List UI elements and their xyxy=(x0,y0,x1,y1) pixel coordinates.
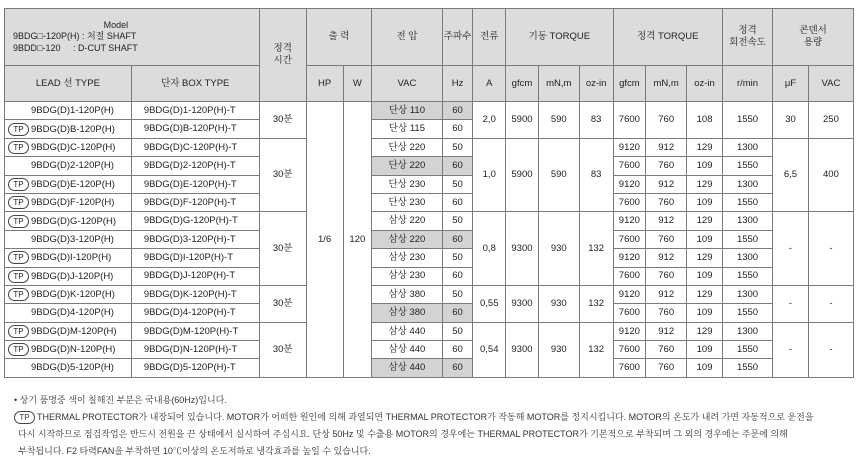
box-model-cell: 9BDG(D)4-120P(H)-T xyxy=(131,304,259,322)
rated-speed-cell: 1550 xyxy=(722,193,772,211)
current-cell: 0,54 xyxy=(473,322,506,377)
frequency-cell: 60 xyxy=(442,102,473,120)
rated-gfcm-cell: 7600 xyxy=(613,341,646,359)
rated-gfcm-cell: 9120 xyxy=(613,212,646,230)
lead-model-text: 9BDG(D)E-120P(H) xyxy=(31,178,115,190)
capacitor-vac-cell: - xyxy=(808,212,853,286)
box-model-cell: 9BDG(D)3-120P(H)-T xyxy=(131,230,259,248)
lead-model-text: 9BDG(D)2-120P(H) xyxy=(31,160,114,172)
model-title: Model xyxy=(103,20,129,31)
rated-speed-cell: 1550 xyxy=(722,102,772,139)
table-row xyxy=(5,212,854,230)
capacitor-uf-cell: 30 xyxy=(773,102,809,139)
start-gfcm-cell: 9300 xyxy=(506,285,539,322)
current-cell: 1,0 xyxy=(473,138,506,212)
lead-model-cell xyxy=(5,193,132,211)
start-ozin-cell: 83 xyxy=(579,138,613,212)
start-mnm-cell: 590 xyxy=(538,102,579,139)
voltage-cell: 삼상 380 xyxy=(372,304,443,322)
lead-model-text: 9BDG(D)F-120P(H) xyxy=(31,197,115,209)
tp-icon: TP xyxy=(14,411,35,424)
capacitor-header: 콘덴서 용량 xyxy=(773,9,854,66)
tp-icon: TP xyxy=(8,123,29,136)
rated-mnm-cell: 760 xyxy=(646,304,687,322)
rated-gfcm-cell: 9120 xyxy=(613,175,646,193)
frequency-header: 주파수 xyxy=(442,9,473,66)
rated-mnm-unit: mN,m xyxy=(646,66,687,102)
rated-ozin-cell: 109 xyxy=(687,157,723,175)
lead-model-cell xyxy=(5,249,132,267)
rated-ozin-cell: 129 xyxy=(687,322,723,340)
voltage-cell: 단상 115 xyxy=(372,120,443,138)
capacitor-uf-cell: - xyxy=(773,212,809,286)
lead-model-text: 9BDG(D)N-120P(H) xyxy=(31,344,116,356)
rated-mnm-cell: 760 xyxy=(646,359,687,377)
rated-ozin-cell: 129 xyxy=(687,212,723,230)
capacitor-vac-cell: - xyxy=(808,322,853,377)
lead-model-cell xyxy=(5,102,132,120)
tp-icon: TP xyxy=(8,251,29,264)
rated-ozin-cell: 109 xyxy=(687,267,723,285)
rated-mnm-cell: 760 xyxy=(646,267,687,285)
lead-model-cell xyxy=(5,157,132,175)
voltage-header: 전 압 xyxy=(372,9,443,66)
voltage-cell: 단상 220 xyxy=(372,138,443,156)
rated-speed-cell: 1550 xyxy=(722,341,772,359)
current-header: 전류 xyxy=(473,9,506,66)
voltage-cell: 삼상 440 xyxy=(372,359,443,377)
voltage-cell: 단상 110 xyxy=(372,102,443,120)
w-cell: 120 xyxy=(343,102,372,378)
tp-icon: TP xyxy=(8,215,29,228)
output-header: 출 력 xyxy=(306,9,371,66)
tp-icon: TP xyxy=(8,141,29,154)
capacitor-vac-cell: - xyxy=(808,285,853,322)
rated-ozin-cell: 109 xyxy=(687,341,723,359)
spec-table xyxy=(4,8,854,378)
rated-ozin-cell: 129 xyxy=(687,285,723,303)
capacitor-uf-cell: - xyxy=(773,285,809,322)
voltage-cell: 단상 230 xyxy=(372,175,443,193)
rated-mnm-cell: 760 xyxy=(646,341,687,359)
rated-ozin-cell: 109 xyxy=(687,193,723,211)
start-gfcm-cell: 5900 xyxy=(506,102,539,139)
rated-mnm-cell: 912 xyxy=(646,138,687,156)
start-ozin-cell: 132 xyxy=(579,285,613,322)
voltage-cell: 삼상 230 xyxy=(372,249,443,267)
start-ozin-cell: 132 xyxy=(579,322,613,377)
lead-model-text: 9BDG(D)5-120P(H) xyxy=(31,362,114,374)
rated-ozin-unit: oz-in xyxy=(687,66,723,102)
lead-model-cell xyxy=(5,359,132,377)
box-model-cell: 9BDG(D)G-120P(H)-T xyxy=(131,212,259,230)
rated-torque-header: 정격 TORQUE xyxy=(613,9,722,66)
table-row xyxy=(5,175,854,193)
rated-gfcm-cell: 7600 xyxy=(613,102,646,139)
tp-icon: TP xyxy=(8,343,29,356)
current-cell: 0,55 xyxy=(473,285,506,322)
frequency-cell: 50 xyxy=(442,175,473,193)
table-row xyxy=(5,249,854,267)
table-row xyxy=(5,193,854,211)
box-model-cell: 9BDG(D)I-120P(H)-T xyxy=(131,249,259,267)
rated-gfcm-cell: 9120 xyxy=(613,249,646,267)
start-torque-header: 기동 TORQUE xyxy=(506,9,613,66)
rated-time-cell: 30분 xyxy=(259,138,306,212)
hp-unit: HP xyxy=(306,66,343,102)
rated-gfcm-cell: 7600 xyxy=(613,230,646,248)
note-line-2: THERMAL PROTECTOR가 내장되어 있습니다. MOTOR가 어떠한 원인에 의해 과열되면 THERMAL PROTECTOR가 작동해 MOTOR를 정지시킵니다. MOTOR의 온도가 내려 가면 자동적으로 운전을 xyxy=(37,412,814,422)
rated-time-cell: 30분 xyxy=(259,212,306,286)
table-row xyxy=(5,138,854,156)
lead-model-text: 9BDG(D)J-120P(H) xyxy=(31,270,114,282)
voltage-cell: 삼상 220 xyxy=(372,212,443,230)
box-model-cell: 9BDG(D)B-120P(H)-T xyxy=(131,120,259,138)
rated-gfcm-cell: 7600 xyxy=(613,193,646,211)
table-row xyxy=(5,304,854,322)
rated-speed-cell: 1300 xyxy=(722,138,772,156)
a-unit: A xyxy=(473,66,506,102)
lead-model-cell xyxy=(5,322,132,340)
voltage-cell: 삼상 440 xyxy=(372,341,443,359)
rated-mnm-cell: 912 xyxy=(646,175,687,193)
table-row xyxy=(5,230,854,248)
start-mnm-unit: mN,m xyxy=(538,66,579,102)
lead-model-cell xyxy=(5,138,132,156)
tp-icon: TP xyxy=(8,270,29,283)
lead-model-text: 9BDG(D)3-120P(H) xyxy=(31,233,114,245)
rated-mnm-cell: 912 xyxy=(646,249,687,267)
rated-gfcm-cell: 7600 xyxy=(613,157,646,175)
model-line-2: 9BDD□-120 : D-CUT SHAFT xyxy=(13,42,138,53)
frequency-cell: 60 xyxy=(442,267,473,285)
table-row xyxy=(5,157,854,175)
rated-speed-cell: 1300 xyxy=(722,322,772,340)
rated-ozin-cell: 129 xyxy=(687,175,723,193)
rated-mnm-cell: 760 xyxy=(646,193,687,211)
start-mnm-cell: 930 xyxy=(538,212,579,286)
lead-model-text: 9BDG(D)M-120P(H) xyxy=(31,325,117,337)
rated-speed-cell: 1300 xyxy=(722,285,772,303)
lead-model-text: 9BDG(D)I-120P(H) xyxy=(31,252,112,264)
rated-gfcm-unit: gfcm xyxy=(613,66,646,102)
rated-gfcm-cell: 7600 xyxy=(613,359,646,377)
rated-speed-header: 정격 회전속도 xyxy=(722,9,772,66)
rated-mnm-cell: 760 xyxy=(646,157,687,175)
start-gfcm-cell: 9300 xyxy=(506,322,539,377)
rated-time-cell: 30분 xyxy=(259,102,306,139)
w-unit: W xyxy=(343,66,372,102)
uf-unit: μF xyxy=(773,66,809,102)
current-cell: 2,0 xyxy=(473,102,506,139)
rated-gfcm-cell: 7600 xyxy=(613,267,646,285)
start-mnm-cell: 930 xyxy=(538,322,579,377)
frequency-cell: 50 xyxy=(442,212,473,230)
rated-speed-cell: 1550 xyxy=(722,157,772,175)
hp-cell: 1/6 xyxy=(306,102,343,378)
start-gfcm-unit: gfcm xyxy=(506,66,539,102)
rated-ozin-cell: 109 xyxy=(687,230,723,248)
lead-model-text: 9BDG(D)1-120P(H) xyxy=(31,104,114,116)
lead-model-text: 9BDG(D)B-120P(H) xyxy=(31,123,115,135)
lead-model-cell xyxy=(5,120,132,138)
lead-model-cell xyxy=(5,212,132,230)
tp-icon: TP xyxy=(8,325,29,338)
model-line-1: 9BDG□-120P(H) : 처절 SHAFT xyxy=(13,31,137,42)
start-mnm-cell: 930 xyxy=(538,285,579,322)
box-type-header: 단자 BOX TYPE xyxy=(131,66,259,102)
rated-gfcm-cell: 9120 xyxy=(613,322,646,340)
capacitor-uf-cell: 6,5 xyxy=(773,138,809,212)
rated-mnm-cell: 912 xyxy=(646,322,687,340)
table-row xyxy=(5,322,854,340)
frequency-cell: 50 xyxy=(442,322,473,340)
rated-mnm-cell: 760 xyxy=(646,102,687,139)
current-cell: 0,8 xyxy=(473,212,506,286)
lead-type-header: LEAD 선 TYPE xyxy=(5,66,132,102)
rated-time-header: 정격 시간 xyxy=(259,9,306,102)
table-row xyxy=(5,341,854,359)
tp-icon: TP xyxy=(8,196,29,209)
rated-gfcm-cell: 9120 xyxy=(613,285,646,303)
table-row xyxy=(5,267,854,285)
voltage-cell: 삼상 380 xyxy=(372,285,443,303)
lead-model-cell xyxy=(5,285,132,303)
tp-icon: TP xyxy=(8,288,29,301)
lead-model-cell xyxy=(5,267,132,285)
notes xyxy=(14,392,854,460)
start-gfcm-cell: 9300 xyxy=(506,212,539,286)
note-line-1: • 상기 품명중 색이 칠해진 부분은 국내용(60Hz)입니다. xyxy=(14,395,227,405)
frequency-cell: 60 xyxy=(442,157,473,175)
voltage-cell: 삼상 230 xyxy=(372,267,443,285)
frequency-cell: 60 xyxy=(442,230,473,248)
lead-model-cell xyxy=(5,175,132,193)
table-row xyxy=(5,102,854,120)
lead-model-cell xyxy=(5,230,132,248)
rated-ozin-cell: 109 xyxy=(687,304,723,322)
rated-gfcm-cell: 7600 xyxy=(613,304,646,322)
box-model-cell: 9BDG(D)N-120P(H)-T xyxy=(131,341,259,359)
rated-speed-cell: 1550 xyxy=(722,304,772,322)
rated-speed-cell: 1300 xyxy=(722,249,772,267)
voltage-cell: 삼상 440 xyxy=(372,322,443,340)
box-model-cell: 9BDG(D)C-120P(H)-T xyxy=(131,138,259,156)
rated-ozin-cell: 108 xyxy=(687,102,723,139)
lead-model-text: 9BDG(D)C-120P(H) xyxy=(31,141,116,153)
start-mnm-cell: 590 xyxy=(538,138,579,212)
voltage-cell: 단상 230 xyxy=(372,193,443,211)
lead-model-text: 9BDG(D)4-120P(H) xyxy=(31,307,114,319)
table-row xyxy=(5,285,854,303)
voltage-cell: 삼상 220 xyxy=(372,230,443,248)
rated-ozin-cell: 129 xyxy=(687,249,723,267)
lead-model-cell xyxy=(5,341,132,359)
box-model-cell: 9BDG(D)E-120P(H)-T xyxy=(131,175,259,193)
lead-model-cell xyxy=(5,304,132,322)
lead-model-text: 9BDG(D)G-120P(H) xyxy=(31,215,116,227)
box-model-cell: 9BDG(D)M-120P(H)-T xyxy=(131,322,259,340)
voltage-cell: 단상 220 xyxy=(372,157,443,175)
rated-ozin-cell: 109 xyxy=(687,359,723,377)
box-model-cell: 9BDG(D)F-120P(H)-T xyxy=(131,193,259,211)
model-header xyxy=(5,9,260,66)
rated-speed-cell: 1300 xyxy=(722,175,772,193)
rated-speed-cell: 1550 xyxy=(722,359,772,377)
capacitor-vac-cell: 400 xyxy=(808,138,853,212)
frequency-cell: 60 xyxy=(442,120,473,138)
frequency-cell: 50 xyxy=(442,138,473,156)
note-line-3: 다시 시작하므로 점검작업은 반드시 전원을 끈 상태에서 실시하여 주십시요. 단상 50Hz 및 수출용 MOTOR의 경우에는 THERMAL PROTECTOR가 기본적으로 부착되며 그 외의 경우에는 주문에 의해 xyxy=(18,429,788,439)
frequency-cell: 60 xyxy=(442,359,473,377)
vac-unit: VAC xyxy=(372,66,443,102)
start-ozin-unit: oz-in xyxy=(579,66,613,102)
start-gfcm-cell: 5900 xyxy=(506,138,539,212)
rated-ozin-cell: 129 xyxy=(687,138,723,156)
rated-mnm-cell: 760 xyxy=(646,230,687,248)
start-ozin-cell: 83 xyxy=(579,102,613,139)
box-model-cell: 9BDG(D)2-120P(H)-T xyxy=(131,157,259,175)
start-ozin-cell: 132 xyxy=(579,212,613,286)
rated-speed-cell: 1300 xyxy=(722,212,772,230)
lead-model-text: 9BDG(D)K-120P(H) xyxy=(31,289,115,301)
box-model-cell: 9BDG(D)K-120P(H)-T xyxy=(131,285,259,303)
frequency-cell: 60 xyxy=(442,304,473,322)
capacitor-vac-cell: 250 xyxy=(808,102,853,139)
rated-time-cell: 30분 xyxy=(259,285,306,322)
box-model-cell: 9BDG(D)1-120P(H)-T xyxy=(131,102,259,120)
rated-speed-cell: 1550 xyxy=(722,267,772,285)
box-model-cell: 9BDG(D)5-120P(H)-T xyxy=(131,359,259,377)
rated-speed-cell: 1550 xyxy=(722,230,772,248)
frequency-cell: 50 xyxy=(442,285,473,303)
note-line-4: 부착됩니다. F2 타력FAN을 부착하면 10℃이상의 온도저하로 냉각효과를 높일 수 있습니다. xyxy=(18,446,371,456)
frequency-cell: 60 xyxy=(442,341,473,359)
tp-icon: TP xyxy=(8,178,29,191)
frequency-cell: 60 xyxy=(442,193,473,211)
rated-mnm-cell: 912 xyxy=(646,212,687,230)
frequency-cell: 50 xyxy=(442,249,473,267)
rpm-unit: r/min xyxy=(722,66,772,102)
rated-gfcm-cell: 9120 xyxy=(613,138,646,156)
cap-vac-unit: VAC xyxy=(808,66,853,102)
hz-unit: Hz xyxy=(442,66,473,102)
table-row xyxy=(5,359,854,377)
capacitor-uf-cell: - xyxy=(773,322,809,377)
box-model-cell: 9BDG(D)J-120P(H)-T xyxy=(131,267,259,285)
rated-time-cell: 30분 xyxy=(259,322,306,377)
rated-mnm-cell: 912 xyxy=(646,285,687,303)
